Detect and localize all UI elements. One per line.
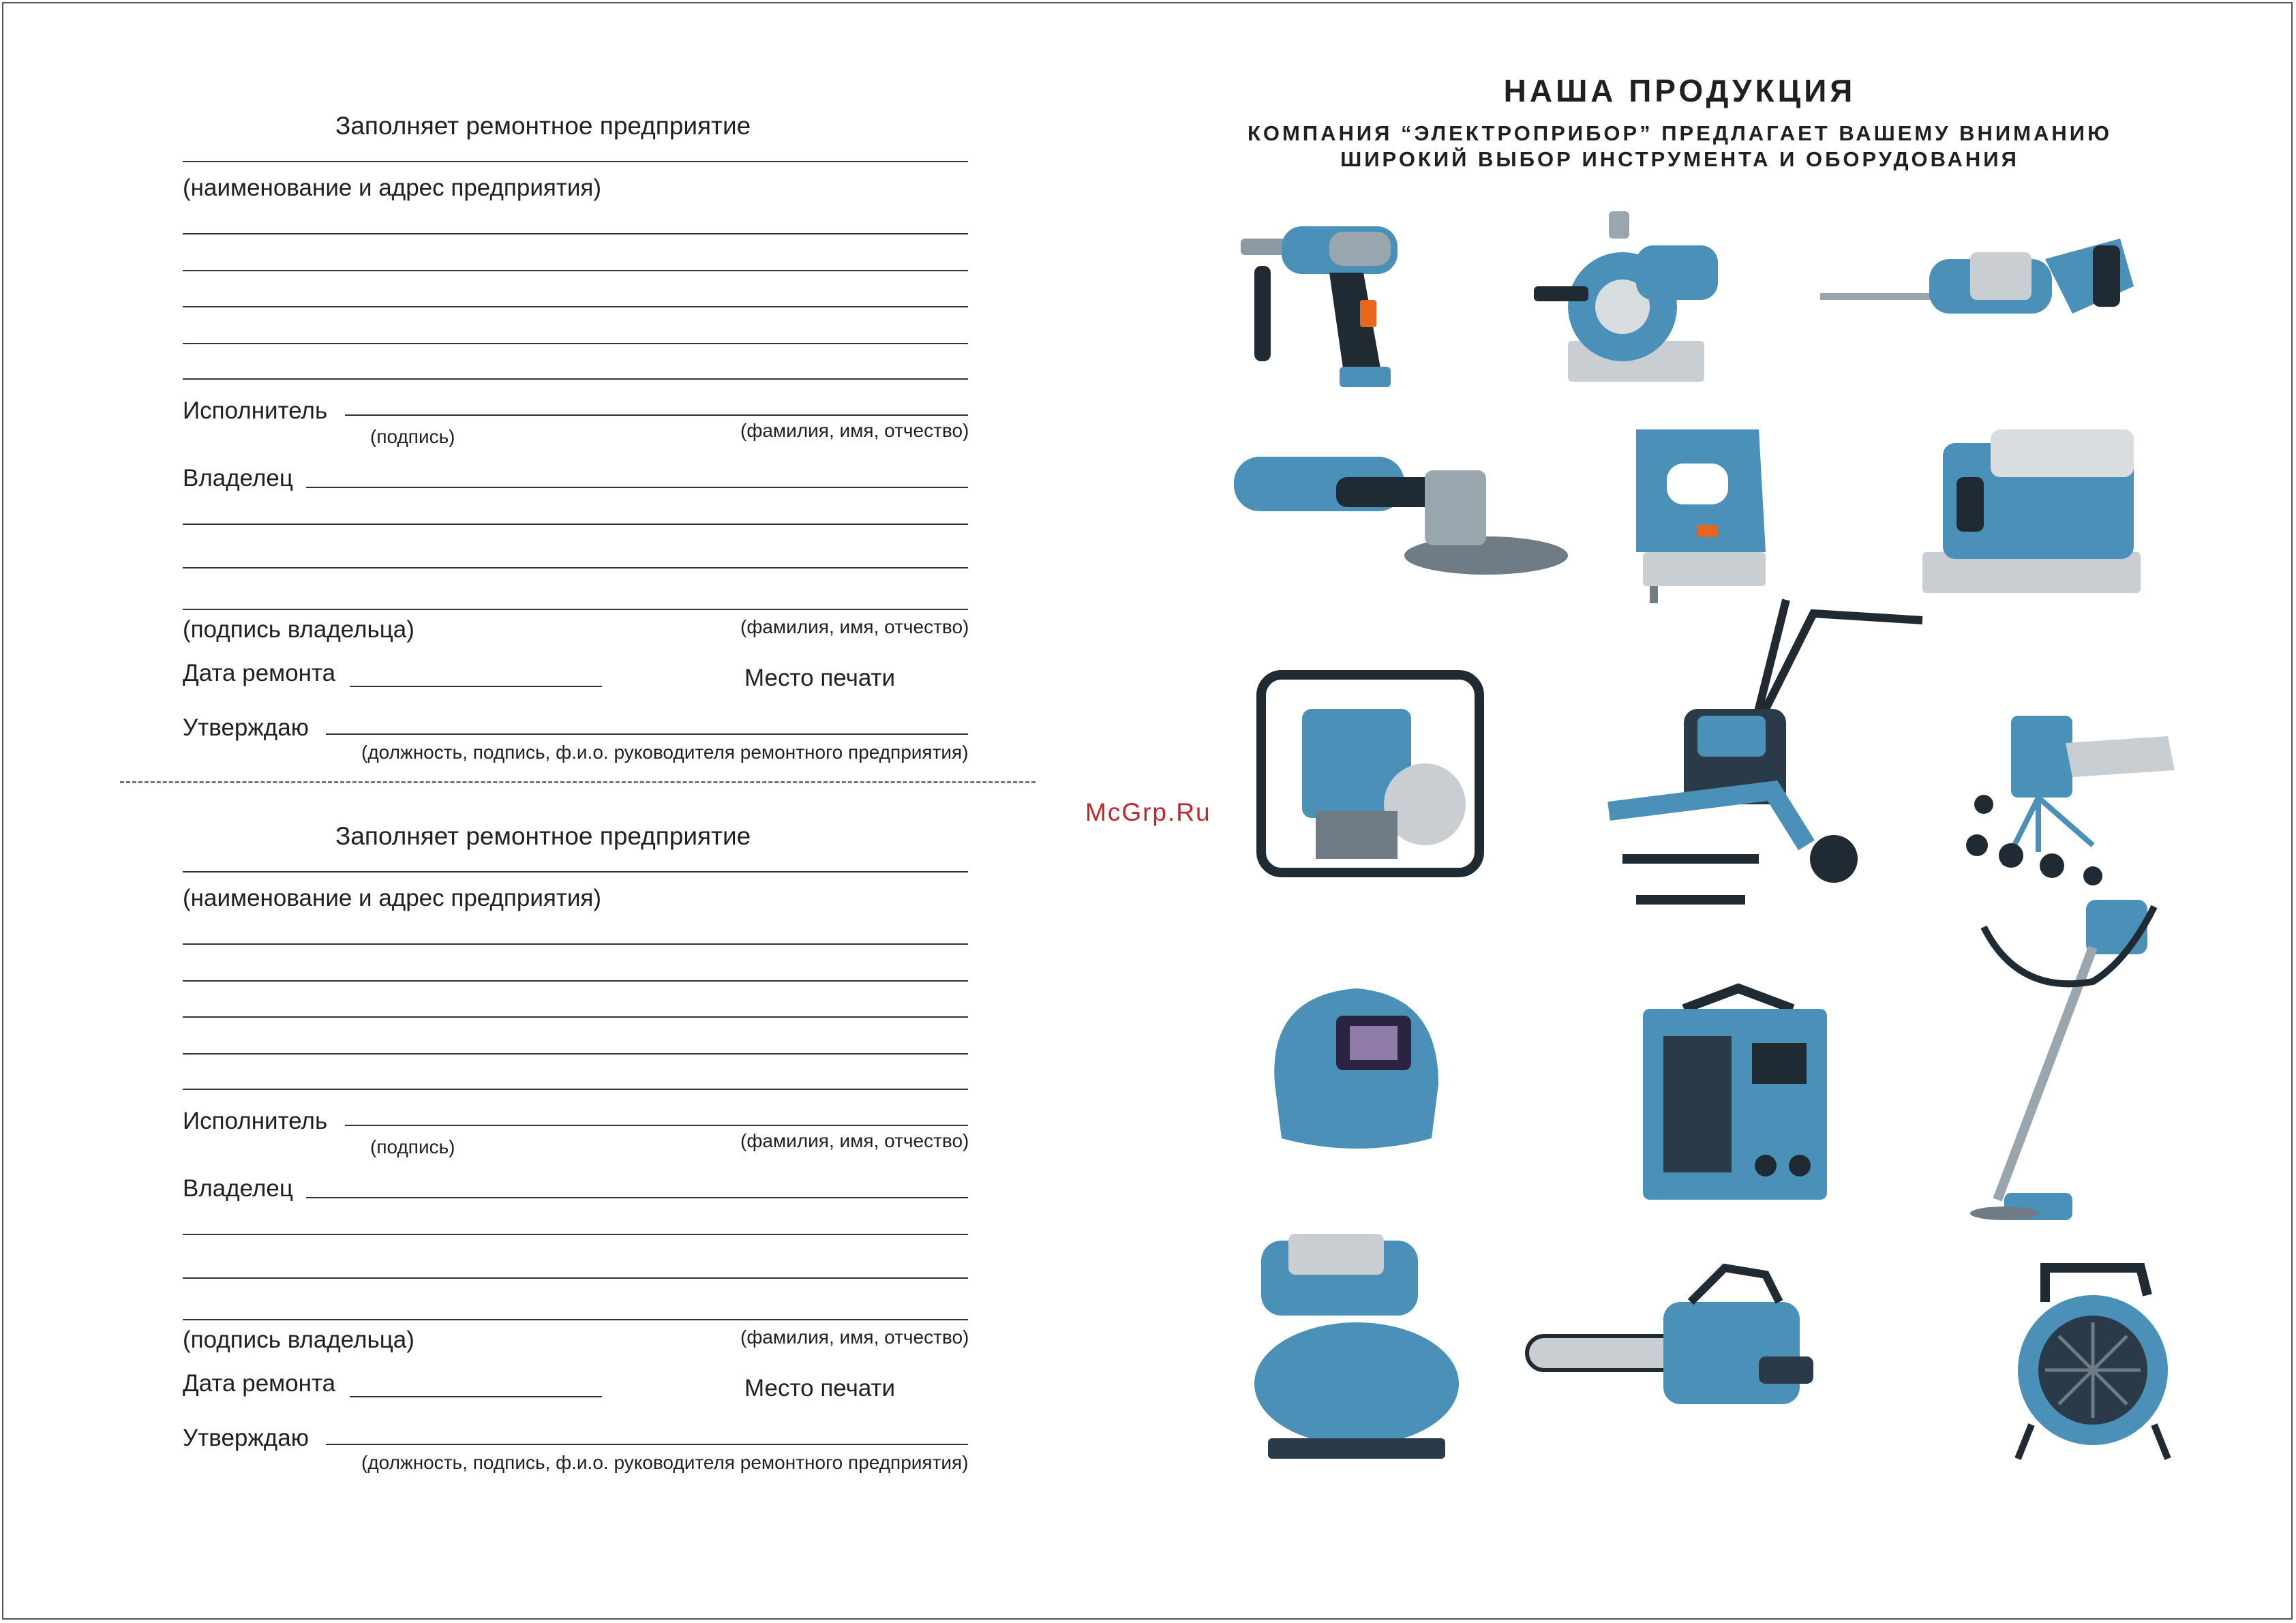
cultivator-icon [1582, 586, 1936, 941]
fio-caption: (фамилия, имя, отчество) [740, 420, 969, 441]
owner-line[interactable] [183, 567, 968, 568]
repair-date-line[interactable] [350, 686, 602, 687]
planer-icon [1909, 416, 2154, 607]
signature-caption: (подпись) [370, 1136, 455, 1157]
welding-inverter-icon [1636, 982, 1841, 1207]
owner-label: Владелец [183, 1175, 293, 1202]
pipe-welder-icon [1957, 709, 2181, 886]
org-line[interactable] [183, 378, 968, 380]
executor-line[interactable] [345, 1125, 968, 1126]
owner-line[interactable] [306, 1197, 968, 1198]
repair-date-line[interactable] [350, 1396, 602, 1397]
stamp-label: Место печати [744, 1375, 896, 1401]
miter-saw-icon [1527, 204, 1745, 395]
approve-label: Утверждаю [183, 1425, 309, 1451]
products-subtitle-line1: КОМПАНИЯ “ЭЛЕКТРОПРИБОР” ПРЕДЛАГАЕТ ВАШЕМУ ВНИМАНИЮ [1247, 121, 2113, 145]
org-line[interactable] [183, 270, 968, 271]
approve-caption: (должность, подпись, ф.и.о. руководителя ремонтного предприятия) [361, 742, 969, 763]
org-line[interactable] [183, 233, 968, 234]
org-caption: (наименование и адрес предприятия) [183, 885, 602, 911]
org-caption: (наименование и адрес предприятия) [183, 175, 602, 201]
org-line[interactable] [183, 1089, 968, 1090]
executor-label: Исполнитель [183, 1108, 328, 1134]
brush-cutter-icon [1970, 893, 2175, 1247]
owner-signature-caption: (подпись владельца) [183, 1326, 414, 1353]
owner-line[interactable] [183, 609, 968, 610]
products-subtitle-line2: ШИРОКИЙ ВЫБОР ИНСТРУМЕНТА И ОБОРУДОВАНИЯ [1340, 147, 2019, 171]
executor-line[interactable] [345, 414, 968, 416]
org-line[interactable] [183, 980, 968, 982]
owner-line[interactable] [306, 487, 968, 488]
org-line[interactable] [183, 1016, 968, 1018]
owner-signature-caption: (подпись владельца) [183, 616, 414, 643]
owner-line[interactable] [183, 1234, 968, 1235]
executor-label: Исполнитель [183, 397, 328, 424]
repair-date-label: Дата ремонта [183, 660, 336, 686]
stamp-label: Место печати [744, 665, 896, 691]
owner-line[interactable] [183, 1277, 968, 1279]
angle-grinder-icon [1227, 436, 1582, 600]
org-line[interactable] [183, 343, 968, 344]
pressure-pump-icon [1248, 1220, 1472, 1472]
approve-line[interactable] [326, 1444, 968, 1445]
org-line[interactable] [183, 306, 968, 307]
welding-helmet-icon [1254, 982, 1452, 1159]
rotary-hammer-icon [1813, 218, 2141, 341]
org-line[interactable] [183, 1053, 968, 1055]
org-line[interactable] [183, 871, 968, 873]
owner-fio-caption: (фамилия, имя, отчество) [740, 1326, 969, 1348]
form-heading: Заполняет ремонтное предприятие [335, 112, 751, 140]
org-line[interactable] [183, 943, 968, 945]
water-pump-icon [1248, 654, 1493, 900]
owner-fio-caption: (фамилия, имя, отчество) [740, 616, 969, 637]
form-heading: Заполняет ремонтное предприятие [335, 822, 751, 850]
repair-form-2 [0, 710, 1036, 1501]
org-line[interactable] [183, 161, 968, 162]
owner-line[interactable] [183, 1319, 968, 1320]
repair-form-1 [0, 0, 1036, 791]
repair-date-label: Дата ремонта [183, 1370, 336, 1397]
chainsaw-icon [1520, 1254, 1834, 1452]
approve-caption: (должность, подпись, ф.и.о. руководителя ремонтного предприятия) [361, 1452, 969, 1473]
watermark: McGrp.Ru [1085, 798, 1211, 826]
products-title: НАША ПРОДУКЦИЯ [1503, 73, 1856, 108]
jigsaw-icon [1616, 416, 1779, 607]
owner-line[interactable] [183, 524, 968, 525]
fan-heater-icon [2004, 1254, 2181, 1466]
approve-label: Утверждаю [183, 714, 309, 741]
fio-caption: (фамилия, имя, отчество) [740, 1130, 969, 1151]
products-page [1063, 0, 2296, 1623]
owner-label: Владелец [183, 465, 293, 491]
drill-icon [1227, 211, 1432, 395]
signature-caption: (подпись) [370, 426, 455, 447]
